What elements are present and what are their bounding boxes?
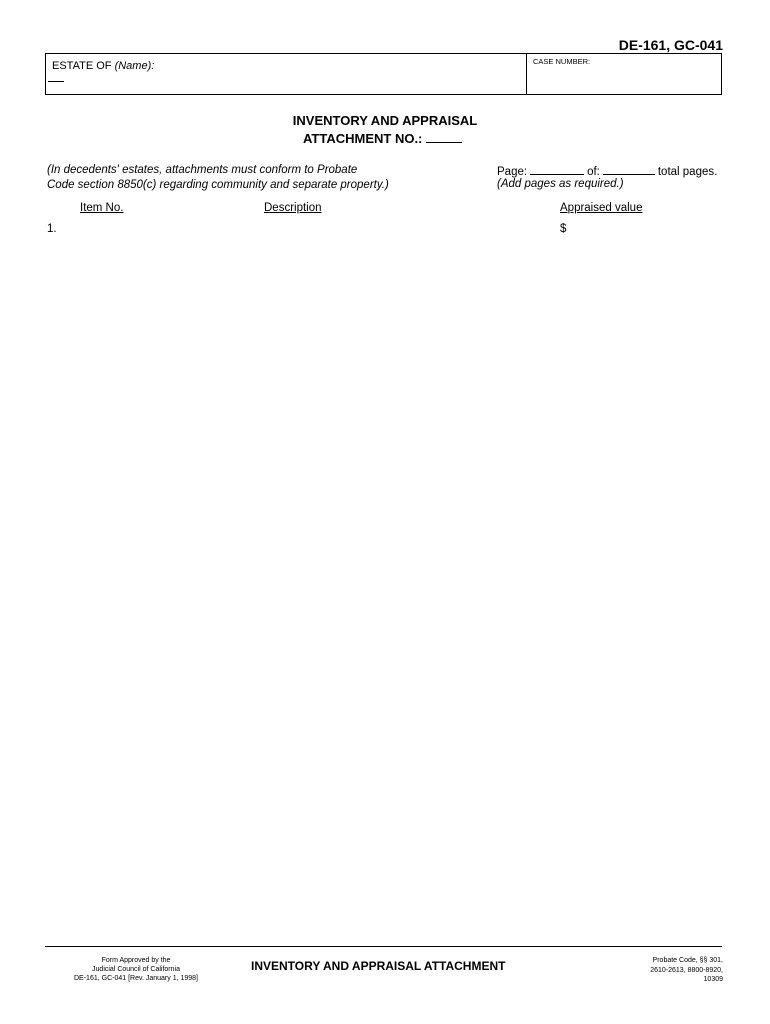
description-header: Description xyxy=(264,202,322,214)
code-line-1: Probate Code, §§ 301, xyxy=(652,957,723,964)
footer-title: INVENTORY AND APPRAISAL ATTACHMENT xyxy=(251,959,506,973)
approval-line-2: Judicial Council of California xyxy=(92,966,180,973)
instruction-note xyxy=(47,163,389,193)
page-number-field[interactable] xyxy=(530,163,584,175)
form-title-line1: INVENTORY AND APPRAISAL xyxy=(292,113,478,128)
of-label: of: xyxy=(587,166,600,178)
attachment-no-label: ATTACHMENT NO.: xyxy=(303,131,423,146)
estate-name-hint: (Name): xyxy=(114,60,155,72)
item-no-header: Item No. xyxy=(80,202,124,214)
estate-of-label xyxy=(52,60,154,72)
estate-name-field[interactable] xyxy=(48,81,64,82)
caption-divider xyxy=(526,53,527,95)
note-line-2: Code section 8850(c) regarding community and separate property.) xyxy=(47,179,389,191)
form-title-line2 xyxy=(303,130,462,146)
code-line-3: 10309 xyxy=(703,976,723,983)
estate-label-text: ESTATE OF xyxy=(52,60,112,72)
total-pages-field[interactable] xyxy=(603,163,655,175)
approval-line-3: DE-161, GC-041 [Rev. January 1, 1998] xyxy=(74,975,198,982)
code-line-2: 2610-2613, 8800-8920, xyxy=(650,966,723,974)
page-label: Page: xyxy=(497,166,528,178)
add-pages-note: (Add pages as required.) xyxy=(497,178,624,190)
appraised-value-header: Appraised value xyxy=(560,202,643,214)
note-line-1: (In decedents' estates, attachments must conform to Probate xyxy=(47,164,358,176)
currency-symbol: $ xyxy=(560,223,567,235)
footer-divider xyxy=(45,946,722,947)
attachment-no-field[interactable] xyxy=(426,130,462,143)
approval-notice xyxy=(46,956,226,983)
item-number-1: 1. xyxy=(47,223,57,235)
code-citation xyxy=(650,956,723,985)
approval-line-1: Form Approved by the xyxy=(101,957,171,964)
total-pages-label: total pages. xyxy=(657,166,718,178)
case-number-label: CASE NUMBER: xyxy=(533,57,591,66)
page-count-line xyxy=(497,163,717,178)
form-number: DE-161, GC-041 xyxy=(618,37,723,53)
